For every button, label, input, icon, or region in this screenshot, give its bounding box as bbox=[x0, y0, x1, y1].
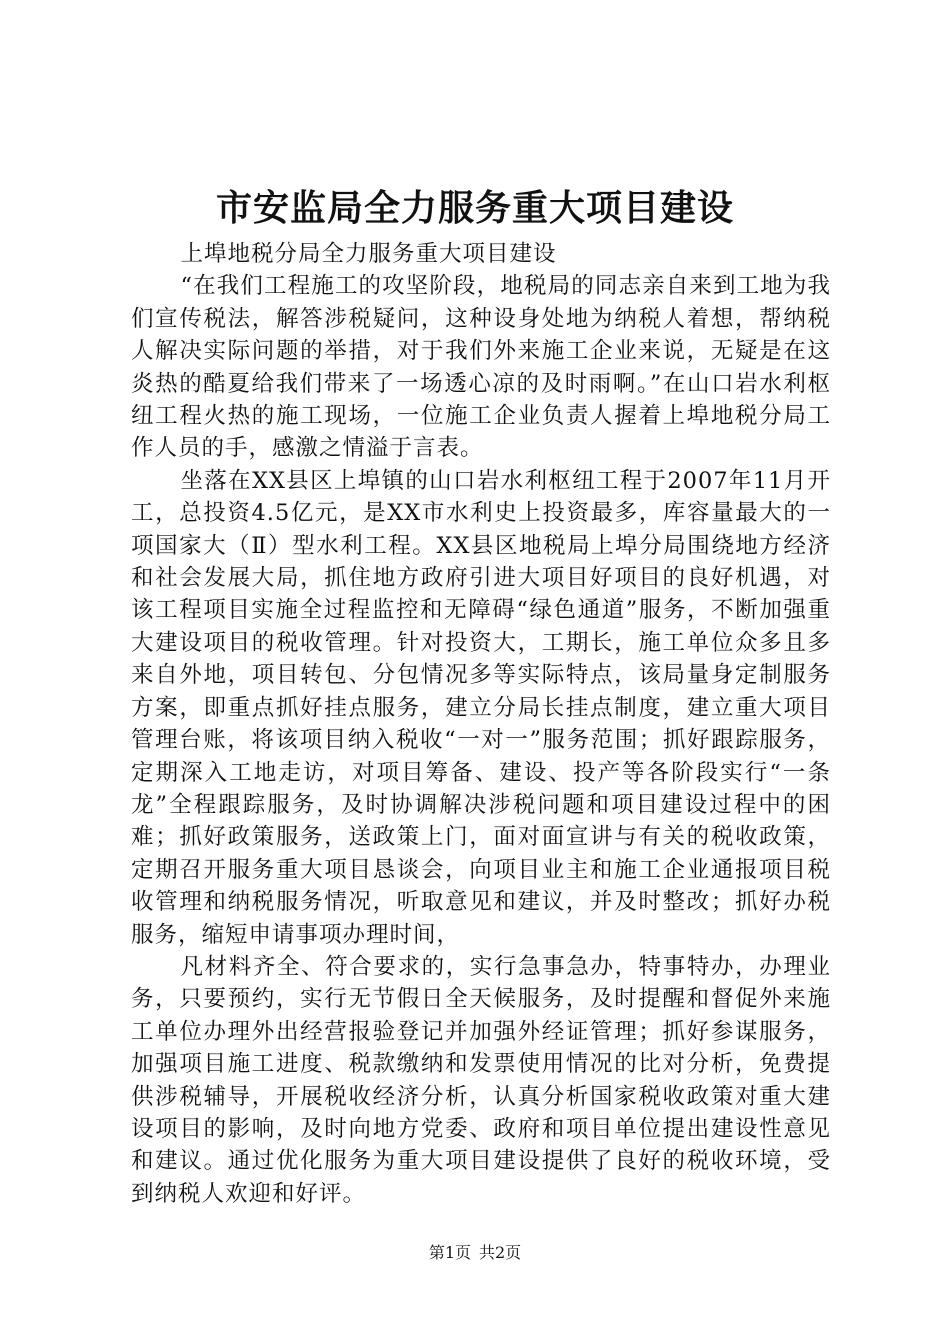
body-paragraph: 坐落在XX县区上埠镇的山口岩水利枢纽工程于2007年11月开工，总投资4.5亿元，是XX市水利史上投资最多，库容量最大的一项国家大（Ⅱ）型水利工程。XX县区地税局上埠分局围绕地方经济和社会发展大局，抓住地方政府引进大项目好项目的良好机遇，对该工程项目实施全过程监控和无障碍“绿色通道”服务，不断加强重大建设项目的税收管理。针对投资大，工期长，施工单位众多且多来自外地，项目转包、分包情况多等实际特点，该局量身定制服务方案，即重点抓好挂点服务，建立分局长挂点制度，建立重大项目管理台账，将该项目纳入税收“一对一”服务范围；抓好跟踪服务，定期深入工地走访，对项目筹备、建设、投产等各阶段实行“一条龙”全程跟踪服务，及时协调解决涉税问题和项目建设过程中的困难；抓好政策服务，送政策上门，面对面宣讲与有关的税收政策，定期召开服务重大项目恳谈会，向项目业主和施工企业通报项目税收管理和纳税服务情况，听取意见和建议，并及时整改；抓好办税服务，缩短申请事项办理时间， bbox=[131, 467, 831, 948]
page-total: 共2页 bbox=[479, 1243, 522, 1262]
page-number: 第1页 bbox=[428, 1243, 471, 1262]
document-title: 市安监局全力服务重大项目建设 bbox=[215, 187, 734, 229]
document-body bbox=[131, 238, 831, 1210]
body-paragraph: “在我们工程施工的攻坚阶段，地税局的同志亲自来到工地为我们宣传税法，解答涉税疑问，这种设身处地为纳税人着想，帮纳税人解决实际问题的举措，对于我们外来施工企业来说，无疑是在这炎热的酷夏给我们带来了一场透心凉的及时雨啊。”在山口岩水利枢纽工程火热的施工现场，一位施工企业负责人握着上埠地税分局工作人员的手，感激之情溢于言表。 bbox=[131, 273, 831, 462]
subtitle-paragraph: 上埠地税分局全力服务重大项目建设 bbox=[180, 241, 557, 267]
page-footer bbox=[0, 1242, 950, 1264]
body-paragraph: 凡材料齐全、符合要求的，实行急事急办，特事特办，办理业务，只要预约，实行无节假日全天候服务，及时提醒和督促外来施工单位办理外出经营报验登记并加强外经证管理；抓好参谋服务，加强项目施工进度、税款缴纳和发票使用情况的比对分析，免费提供涉税辅导，开展税收经济分析，认真分析国家税收政策对重大建设项目的影响，及时向地方党委、政府和项目单位提出建设性意见和建议。通过优化服务为重大项目建设提供了良好的税收环境，受到纳税人欢迎和好评。 bbox=[131, 953, 831, 1207]
